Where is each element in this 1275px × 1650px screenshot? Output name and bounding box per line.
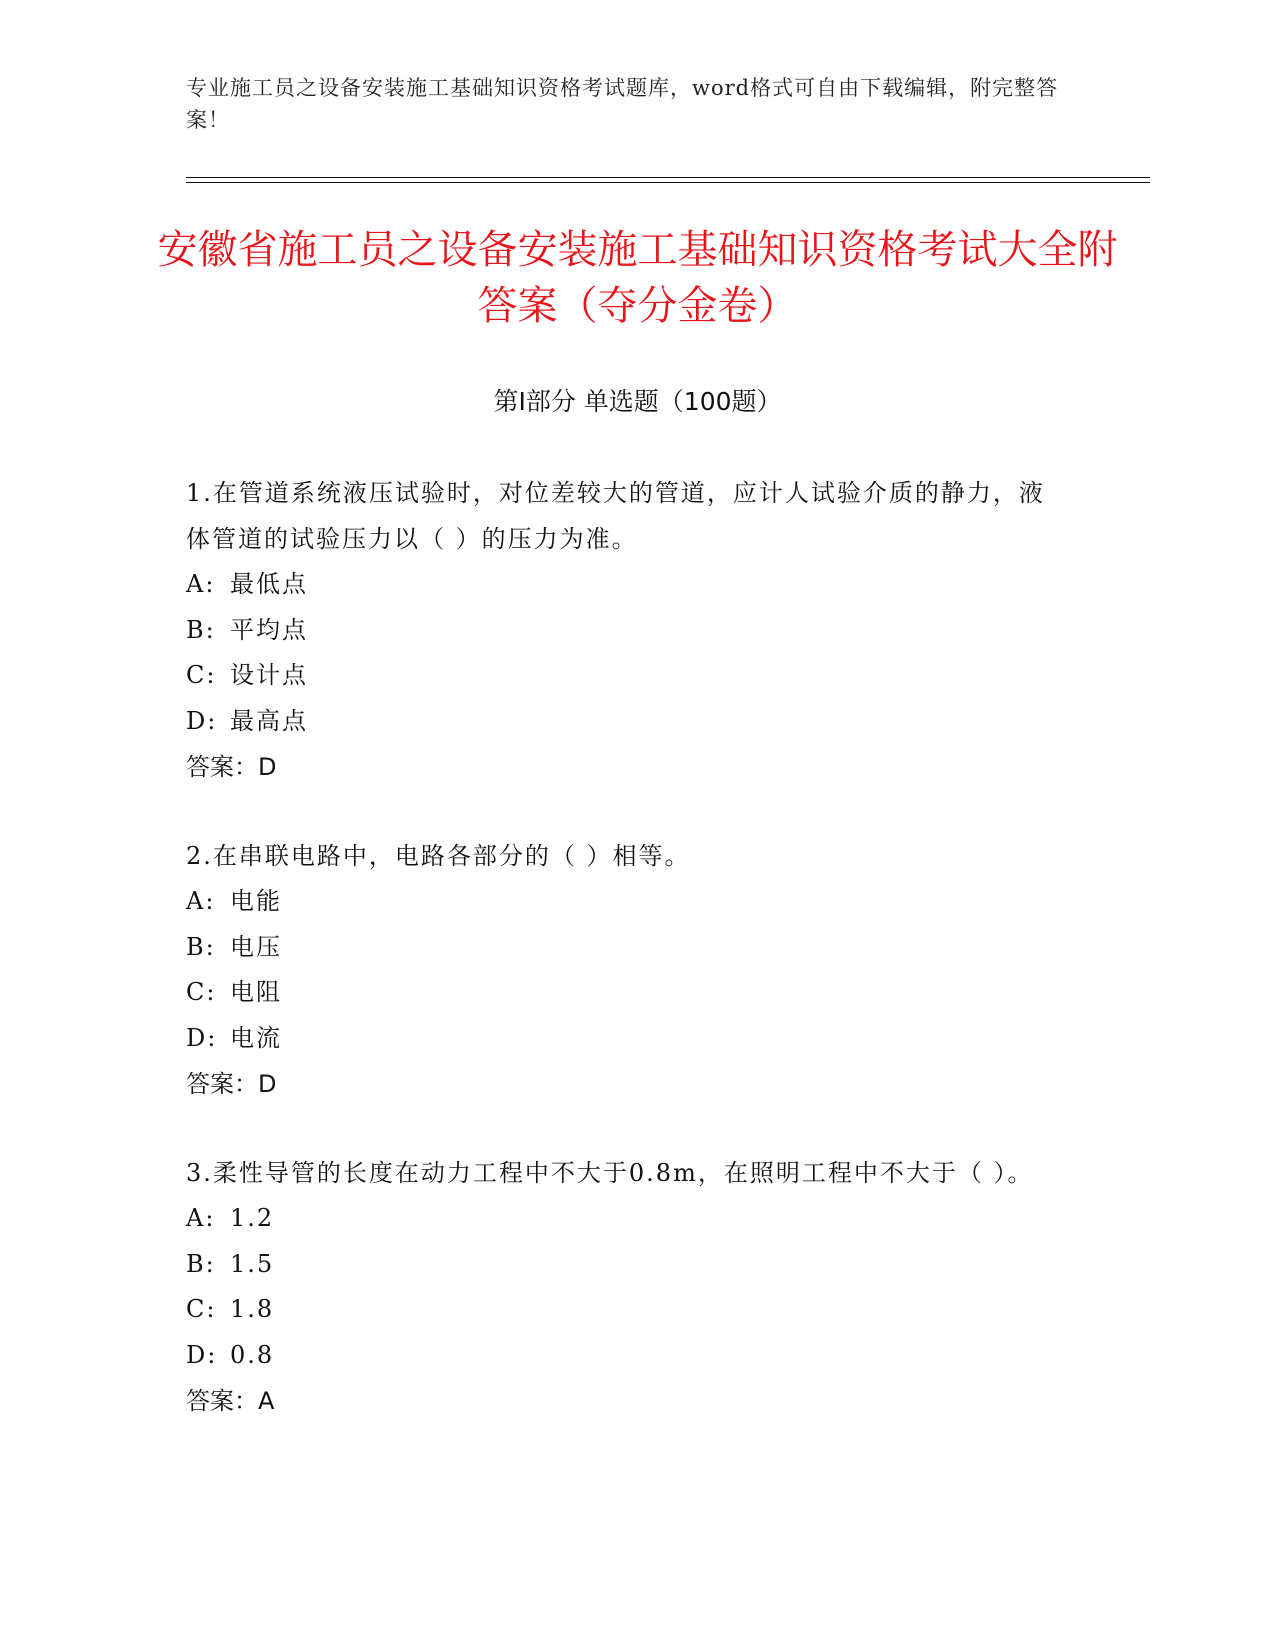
option-b bbox=[186, 1242, 1066, 1288]
option-text: 0.8 bbox=[230, 1340, 275, 1369]
option-d bbox=[186, 1016, 1066, 1062]
option-a bbox=[186, 1196, 1066, 1242]
option-letter: A: bbox=[186, 887, 216, 915]
option-c bbox=[186, 1287, 1066, 1333]
option-letter: A: bbox=[186, 1204, 216, 1232]
answer: 答案：A bbox=[186, 1387, 275, 1415]
option-text: 电能 bbox=[230, 887, 282, 915]
option-letter: C: bbox=[186, 978, 217, 1006]
question-1 bbox=[186, 470, 1066, 790]
section-heading: 第Ⅰ部分 单选题（100题） bbox=[493, 387, 782, 416]
option-text: 电流 bbox=[230, 1023, 282, 1052]
option-text: 平均点 bbox=[230, 615, 308, 644]
option-letter: B: bbox=[186, 932, 216, 961]
option-d bbox=[186, 699, 1066, 745]
option-c bbox=[186, 970, 1066, 1016]
option-letter: C: bbox=[186, 1295, 217, 1323]
question-3 bbox=[186, 1150, 1066, 1424]
option-text: 1.5 bbox=[230, 1249, 275, 1278]
header-note: 专业施工员之设备安装施工基础知识资格考试题库，word格式可自由下载编辑，附完整答案！ bbox=[186, 76, 1059, 132]
answer: 答案：D bbox=[186, 1070, 277, 1098]
option-letter: B: bbox=[186, 615, 216, 644]
header-rule-top bbox=[186, 177, 1150, 178]
document-title: 安徽省施工员之设备安装施工基础知识资格考试大全附答案（夺分金卷） bbox=[157, 227, 1118, 329]
option-b bbox=[186, 925, 1066, 971]
option-b bbox=[186, 608, 1066, 654]
option-text: 1.8 bbox=[230, 1295, 275, 1323]
question-stem: 1.在管道系统液压试验时，对位差较大的管道，应计人试验介质的静力，液体管道的试验压力以（ ）的压力为准。 bbox=[186, 479, 1045, 553]
option-a bbox=[186, 562, 1066, 608]
option-letter: A: bbox=[186, 570, 216, 598]
option-letter: D: bbox=[186, 706, 218, 735]
option-text: 最高点 bbox=[230, 706, 308, 735]
option-text: 电压 bbox=[230, 932, 282, 961]
question-stem: 3.柔性导管的长度在动力工程中不大于0.8m，在照明工程中不大于（ ）。 bbox=[186, 1159, 1034, 1187]
option-text: 最低点 bbox=[230, 570, 308, 598]
header-rule-bottom bbox=[186, 182, 1150, 183]
option-text: 电阻 bbox=[230, 978, 282, 1006]
question-2 bbox=[186, 833, 1066, 1107]
question-stem: 2.在串联电路中，电路各部分的（ ）相等。 bbox=[186, 842, 691, 870]
answer: 答案：D bbox=[186, 753, 277, 781]
option-text: 1.2 bbox=[230, 1204, 275, 1232]
option-a bbox=[186, 879, 1066, 925]
option-letter: C: bbox=[186, 661, 217, 689]
option-letter: D: bbox=[186, 1023, 218, 1052]
option-d bbox=[186, 1333, 1066, 1379]
option-letter: B: bbox=[186, 1249, 216, 1278]
option-letter: D: bbox=[186, 1340, 218, 1369]
option-c bbox=[186, 653, 1066, 699]
option-text: 设计点 bbox=[230, 661, 308, 689]
